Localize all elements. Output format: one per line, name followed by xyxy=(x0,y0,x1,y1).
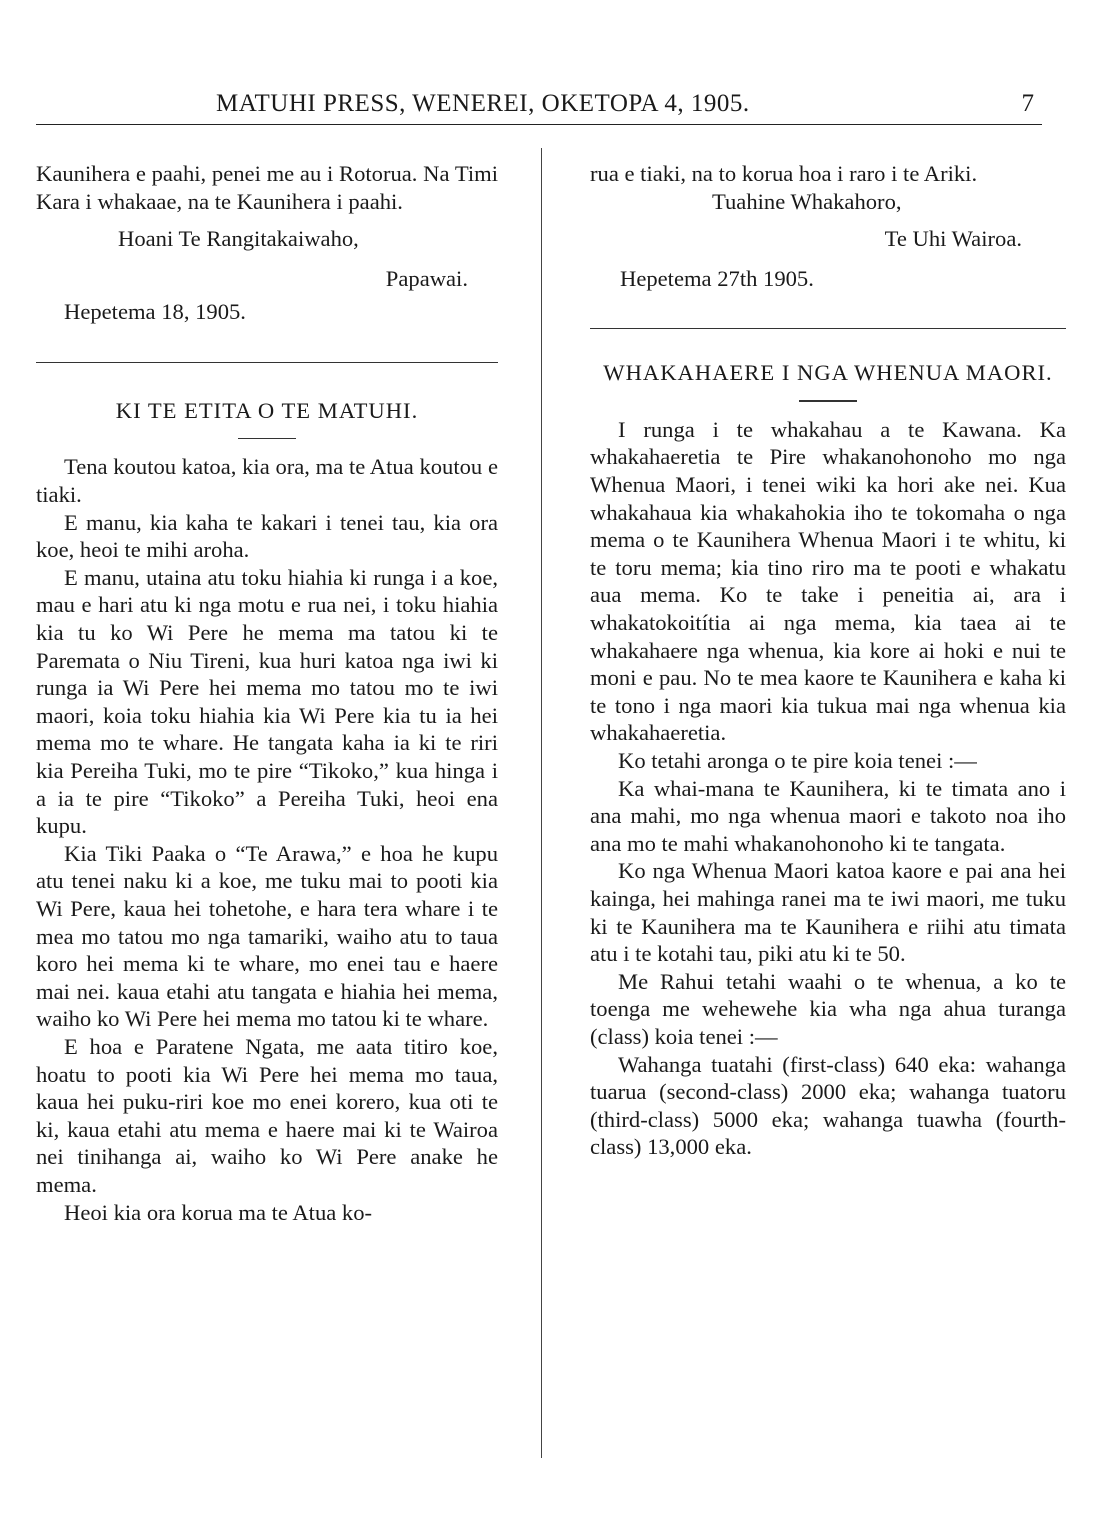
right-paragraph: Ka whai-mana te Kaunihera, ki te timata ano i ana mahi, mo nga whenua maori e takoto noa iho ana mo te mahi whakanohonoho ki te tangata. xyxy=(590,775,1066,856)
right-intro-text: rua e tiaki, na to korua hoa i raro i te Ariki. xyxy=(590,161,978,186)
left-paragraph: E manu, kia kaha te kakari i tenei tau, kia ora koe, heoi te mihi aroha. xyxy=(36,509,498,563)
right-paragraph: Ko nga Whenua Maori katoa kaore e pai ana hei kainga, hei mahinga ranei ma te iwi maori, me tuku ki te Kaunihera ma te Kaunihera e riihi atu timata atu i te kotahi tau, piki atu ki te 50. xyxy=(590,858,1066,967)
page-number: 7 xyxy=(1021,90,1034,117)
column-divider xyxy=(541,148,542,1458)
left-paragraph: Tena koutou katoa, kia ora, ma te Atua koutou e tiaki. xyxy=(36,454,498,508)
left-signature-name: Hoani Te Rangitakaiwaho, xyxy=(118,226,359,252)
left-paragraph: Kia Tiki Paaka o “Te Arawa,” e hoa he kupu atu tenei naku ki a koe, me tuku mai to pooti kia Wi Pere, kaua hei tohetohe, e hara tera whare i te mea mo tatou mo nga tamariki, waiho atu to taua koro hei mema ki te whare, mo enei tau e haere mai nei. kaua etahi atu tangata e hiahia hei mema, waiho ko Wi Pere hei mema mo tatou ki te whare. xyxy=(36,840,498,1032)
left-intro-text: Kaunihera e paahi, penei me au i Rotorua. Na Timi Kara i whakaae, na te Kaunihera i paahi. xyxy=(36,161,498,214)
right-signature-place: Te Uhi Wairoa. xyxy=(884,226,1022,252)
left-article-heading: KI TE ETITA O TE MATUHI. xyxy=(115,397,419,423)
heading-rule xyxy=(799,400,857,402)
right-paragraph: Wahanga tuatahi (first-class) 640 eka: wahanga tuarua (second-class) 2000 eka; wahanga tuatoru (third-class) 5000 eka; wahanga tuawha (fourth-class) 13,000 eka. xyxy=(590,1051,1066,1160)
left-paragraph: E manu, utaina atu toku hiahia ki runga i a koe, mau e hari atu ki nga motu e rua nei, i toku hiahia kia tu ko Wi Pere he mema ma tatou ki te Paremata o Niu Tireni, kua huri katoa nga iwi ki runga ia Wi Pere hei mema mo tatou mo te iwi maori, koia toku hiahia kia Wi Pere kia tu ia hei mema mo te whare. He tangata kaha ia ki te riri kia Pereiha Tuki, mo te pire “Tikoko,” kua hinga i a ia te pire “Tikoko” a Pereiha Tuki, heoi ena kupu. xyxy=(36,564,498,839)
right-paragraph: I runga i te whakahau a te Kawana. Ka whakahaeretia te Pire whakanohonoho mo nga Whenua Maori, i tenei wiki ka hori ake nei. Kua whakahaua kia whakahokia iho te tokomaha o nga mema o te Kaunihera Whenua Maori i te whitu, ki te toru mema; kia tino riro ma te pooti e whakatu aua mema. Ko te take i peneitia ai, ara i whakatokoitítia ai nga mema, kia taea ai te whakahaere nga whenua, kia kore ai hoki e nui te moni e pau. No te mea kaore te Kaunihera e kaha ki te tono i nga maori kia tukua mai nga whenua kia whakahaeretia. xyxy=(590,416,1066,746)
left-column xyxy=(36,160,498,1226)
left-letter-date: Hepetema 18, 1905. xyxy=(64,299,246,325)
right-paragraph: Ko tetahi aronga o te pire koia tenei :— xyxy=(618,748,977,773)
right-paragraph: Me Rahui tetahi waahi o te whenua, a ko te toenga me wehewehe kia wha nga ahua turanga (class) koia tenei :— xyxy=(590,968,1066,1049)
section-rule xyxy=(36,362,498,363)
right-signature-name: Tuahine Whakahoro, xyxy=(712,188,902,214)
right-letter-date: Hepetema 27th 1905. xyxy=(620,265,814,291)
left-paragraph: Heoi kia ora korua ma te Atua ko- xyxy=(64,1199,373,1225)
left-paragraph: E hoa e Paratene Ngata, me aata titiro koe, hoatu to pooti kia Wi Pere hei mema mo taua, kaua hei puku-riri koe mo enei korero, kua oti te ki, kaua etahi atu mema e haere mai ki te Wairoa nei tinihanga ai, waiho ko Wi Pere anake he mema. xyxy=(36,1033,498,1197)
right-article-heading: WHAKAHAERE I NGA WHENUA MAORI. xyxy=(603,360,1053,386)
left-signature-place: Papawai. xyxy=(385,265,468,291)
right-column xyxy=(590,160,1066,1161)
section-rule xyxy=(590,328,1066,329)
heading-rule xyxy=(238,438,296,440)
newspaper-header-title: MATUHI PRESS, WENEREI, OKETOPA 4, 1905. xyxy=(216,90,750,117)
page-header xyxy=(36,88,1042,125)
